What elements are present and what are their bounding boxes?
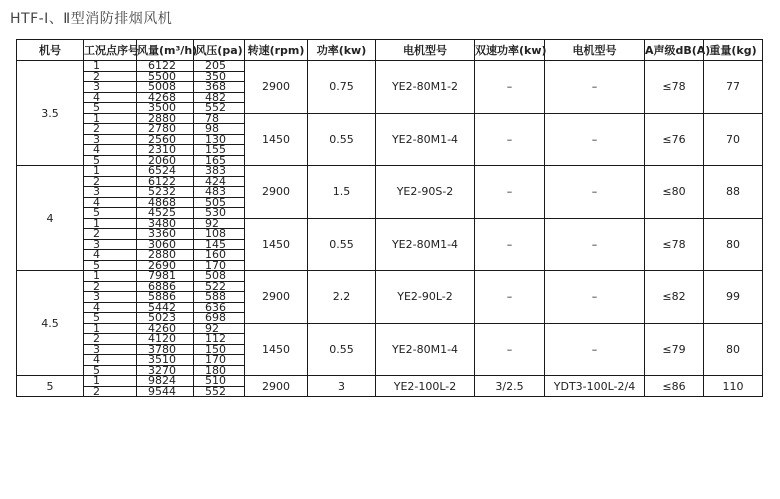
- header-noise: A声级dB(A): [645, 40, 704, 61]
- motor-cell: YE2-80M1-4: [376, 218, 475, 271]
- power-cell: 0.55: [308, 113, 376, 166]
- pressure-cell: 78: [194, 113, 245, 124]
- dual-power-cell: –: [475, 323, 545, 376]
- noise-cell: ≤79: [645, 323, 704, 376]
- speed-cell: 1450: [245, 323, 308, 376]
- airflow-cell: 5500: [137, 71, 194, 82]
- point-index-cell: 4: [84, 250, 137, 261]
- motor-2-cell: –: [545, 113, 645, 166]
- point-index-cell: 3: [84, 134, 137, 145]
- motor-2-cell: –: [545, 323, 645, 376]
- point-index-cell: 2: [84, 281, 137, 292]
- point-index-cell: 1: [84, 323, 137, 334]
- table-row: [17, 61, 763, 72]
- point-index-cell: 5: [84, 260, 137, 271]
- pressure-cell: 508: [194, 271, 245, 282]
- point-index-cell: 1: [84, 271, 137, 282]
- pressure-cell: 92: [194, 323, 245, 334]
- pressure-cell: 368: [194, 82, 245, 93]
- point-index-cell: 1: [84, 113, 137, 124]
- airflow-cell: 2560: [137, 134, 194, 145]
- airflow-cell: 3500: [137, 103, 194, 114]
- model-number-cell: 4: [17, 166, 84, 271]
- point-index-cell: 2: [84, 229, 137, 240]
- speed-cell: 1450: [245, 113, 308, 166]
- airflow-cell: 3510: [137, 355, 194, 366]
- point-index-cell: 3: [84, 187, 137, 198]
- dual-power-cell: –: [475, 218, 545, 271]
- pressure-cell: 180: [194, 365, 245, 376]
- pressure-cell: 112: [194, 334, 245, 345]
- table-row: [17, 113, 763, 124]
- header-power: 功率(kw): [308, 40, 376, 61]
- pressure-cell: 160: [194, 250, 245, 261]
- pressure-cell: 155: [194, 145, 245, 156]
- noise-cell: ≤86: [645, 376, 704, 397]
- dual-power-cell: 3/2.5: [475, 376, 545, 397]
- point-index-cell: 2: [84, 386, 137, 397]
- airflow-cell: 5886: [137, 292, 194, 303]
- point-index-cell: 5: [84, 155, 137, 166]
- airflow-cell: 6122: [137, 61, 194, 72]
- pressure-cell: 505: [194, 197, 245, 208]
- table-row: [17, 218, 763, 229]
- pressure-cell: 350: [194, 71, 245, 82]
- pressure-cell: 424: [194, 176, 245, 187]
- model-number-cell: 5: [17, 376, 84, 397]
- power-cell: 0.55: [308, 218, 376, 271]
- table-row: [17, 271, 763, 282]
- pressure-cell: 636: [194, 302, 245, 313]
- pressure-cell: 530: [194, 208, 245, 219]
- point-index-cell: 5: [84, 103, 137, 114]
- pressure-cell: 145: [194, 239, 245, 250]
- airflow-cell: 2780: [137, 124, 194, 135]
- pressure-cell: 483: [194, 187, 245, 198]
- point-index-cell: 2: [84, 176, 137, 187]
- airflow-cell: 3780: [137, 344, 194, 355]
- weight-cell: 99: [704, 271, 763, 324]
- header-motor: 电机型号: [376, 40, 475, 61]
- airflow-cell: 6524: [137, 166, 194, 177]
- dual-power-cell: –: [475, 61, 545, 114]
- power-cell: 0.75: [308, 61, 376, 114]
- point-index-cell: 3: [84, 344, 137, 355]
- fan-spec-table: [16, 39, 763, 397]
- pressure-cell: 588: [194, 292, 245, 303]
- airflow-cell: 4260: [137, 323, 194, 334]
- point-index-cell: 1: [84, 218, 137, 229]
- point-index-cell: 3: [84, 292, 137, 303]
- point-index-cell: 5: [84, 313, 137, 324]
- table-row: [17, 376, 763, 387]
- speed-cell: 2900: [245, 271, 308, 324]
- airflow-cell: 2310: [137, 145, 194, 156]
- airflow-cell: 3270: [137, 365, 194, 376]
- speed-cell: 2900: [245, 61, 308, 114]
- speed-cell: 2900: [245, 376, 308, 397]
- point-index-cell: 2: [84, 334, 137, 345]
- airflow-cell: 6122: [137, 176, 194, 187]
- weight-cell: 70: [704, 113, 763, 166]
- pressure-cell: 522: [194, 281, 245, 292]
- page-title: HTF-Ⅰ、Ⅱ型消防排烟风机: [10, 11, 173, 27]
- speed-cell: 1450: [245, 218, 308, 271]
- point-index-cell: 2: [84, 71, 137, 82]
- pressure-cell: 150: [194, 344, 245, 355]
- airflow-cell: 5442: [137, 302, 194, 313]
- header-speed: 转速(rpm): [245, 40, 308, 61]
- motor-2-cell: –: [545, 271, 645, 324]
- pressure-cell: 98: [194, 124, 245, 135]
- point-index-cell: 4: [84, 92, 137, 103]
- header-model: 机号: [17, 40, 84, 61]
- point-index-cell: 5: [84, 208, 137, 219]
- airflow-cell: 5008: [137, 82, 194, 93]
- pressure-cell: 130: [194, 134, 245, 145]
- airflow-cell: 3480: [137, 218, 194, 229]
- point-index-cell: 1: [84, 376, 137, 387]
- airflow-cell: 9824: [137, 376, 194, 387]
- point-index-cell: 4: [84, 355, 137, 366]
- pressure-cell: 383: [194, 166, 245, 177]
- model-number-cell: 3.5: [17, 61, 84, 166]
- header-motor-2: 电机型号: [545, 40, 645, 61]
- header-row: [17, 40, 763, 61]
- point-index-cell: 2: [84, 124, 137, 135]
- motor-2-cell: –: [545, 218, 645, 271]
- point-index-cell: 4: [84, 197, 137, 208]
- airflow-cell: 5023: [137, 313, 194, 324]
- airflow-cell: 5232: [137, 187, 194, 198]
- pressure-cell: 205: [194, 61, 245, 72]
- speed-cell: 2900: [245, 166, 308, 219]
- table-row: [17, 166, 763, 177]
- table-row: [17, 323, 763, 334]
- point-index-cell: 4: [84, 302, 137, 313]
- power-cell: 2.2: [308, 271, 376, 324]
- weight-cell: 77: [704, 61, 763, 114]
- model-number-cell: 4.5: [17, 271, 84, 376]
- point-index-cell: 3: [84, 239, 137, 250]
- noise-cell: ≤76: [645, 113, 704, 166]
- noise-cell: ≤80: [645, 166, 704, 219]
- pressure-cell: 165: [194, 155, 245, 166]
- header-airflow: 风量(m³/h): [137, 40, 194, 61]
- airflow-cell: 2060: [137, 155, 194, 166]
- airflow-cell: 3060: [137, 239, 194, 250]
- dual-power-cell: –: [475, 271, 545, 324]
- airflow-cell: 4120: [137, 334, 194, 345]
- point-index-cell: 3: [84, 82, 137, 93]
- pressure-cell: 170: [194, 260, 245, 271]
- airflow-cell: 3360: [137, 229, 194, 240]
- pressure-cell: 698: [194, 313, 245, 324]
- header-pressure: 风压(pa): [194, 40, 245, 61]
- weight-cell: 80: [704, 323, 763, 376]
- motor-cell: YE2-80M1-4: [376, 113, 475, 166]
- weight-cell: 110: [704, 376, 763, 397]
- pressure-cell: 108: [194, 229, 245, 240]
- point-index-cell: 1: [84, 61, 137, 72]
- motor-cell: YE2-90L-2: [376, 271, 475, 324]
- airflow-cell: 2690: [137, 260, 194, 271]
- airflow-cell: 6886: [137, 281, 194, 292]
- motor-2-cell: YDT3-100L-2/4: [545, 376, 645, 397]
- motor-cell: YE2-80M1-4: [376, 323, 475, 376]
- header-point: 工况点序号: [84, 40, 137, 61]
- motor-2-cell: –: [545, 166, 645, 219]
- pressure-cell: 92: [194, 218, 245, 229]
- point-index-cell: 5: [84, 365, 137, 376]
- motor-cell: YE2-90S-2: [376, 166, 475, 219]
- noise-cell: ≤82: [645, 271, 704, 324]
- airflow-cell: 4525: [137, 208, 194, 219]
- power-cell: 0.55: [308, 323, 376, 376]
- weight-cell: 88: [704, 166, 763, 219]
- motor-2-cell: –: [545, 61, 645, 114]
- motor-cell: YE2-80M1-2: [376, 61, 475, 114]
- dual-power-cell: –: [475, 113, 545, 166]
- motor-cell: YE2-100L-2: [376, 376, 475, 397]
- point-index-cell: 1: [84, 166, 137, 177]
- dual-power-cell: –: [475, 166, 545, 219]
- header-weight: 重量(kg): [704, 40, 763, 61]
- header-dual-power: 双速功率(kw): [475, 40, 545, 61]
- point-index-cell: 4: [84, 145, 137, 156]
- airflow-cell: 4868: [137, 197, 194, 208]
- pressure-cell: 510: [194, 376, 245, 387]
- noise-cell: ≤78: [645, 218, 704, 271]
- pressure-cell: 170: [194, 355, 245, 366]
- airflow-cell: 9544: [137, 386, 194, 397]
- power-cell: 1.5: [308, 166, 376, 219]
- airflow-cell: 2880: [137, 250, 194, 261]
- airflow-cell: 2880: [137, 113, 194, 124]
- pressure-cell: 552: [194, 386, 245, 397]
- power-cell: 3: [308, 376, 376, 397]
- noise-cell: ≤78: [645, 61, 704, 114]
- weight-cell: 80: [704, 218, 763, 271]
- airflow-cell: 7981: [137, 271, 194, 282]
- pressure-cell: 482: [194, 92, 245, 103]
- pressure-cell: 552: [194, 103, 245, 114]
- airflow-cell: 4268: [137, 92, 194, 103]
- table-body: [17, 61, 763, 397]
